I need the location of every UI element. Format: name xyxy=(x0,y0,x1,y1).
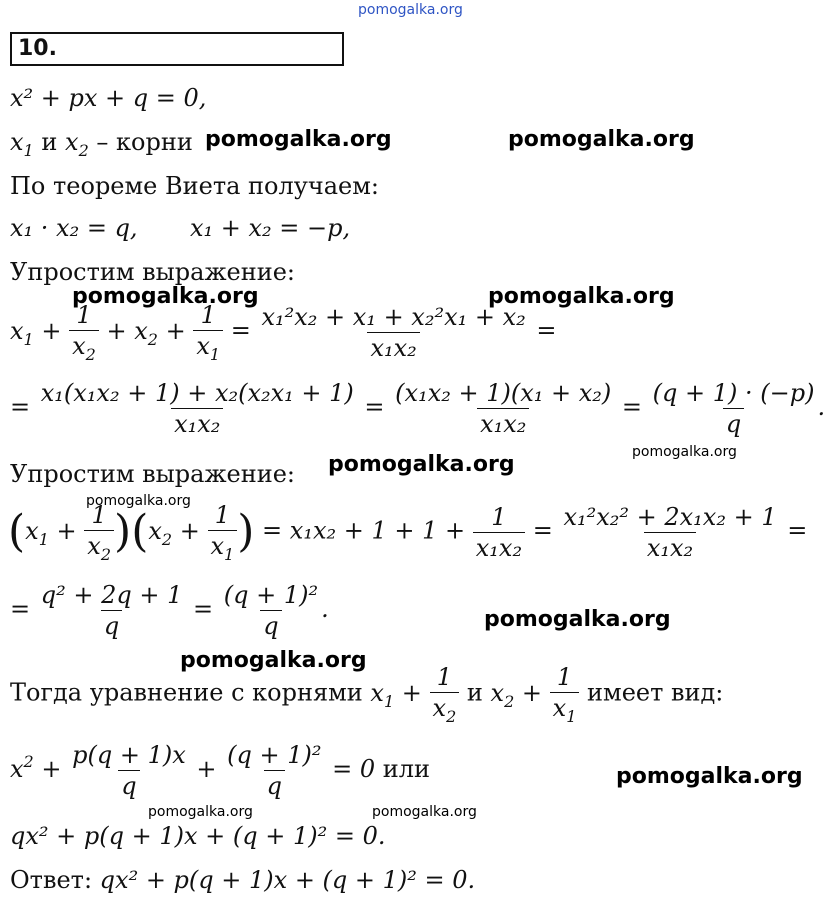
then-equation-text: Тогда уравнение с корнями $x_1$ + $\frac{1}{x_2}$ и $x_2$ + $\frac{1}{x_1}$ имеет вид: xyxy=(10,663,724,726)
roots-line: $x_1$ и $x_2$ – корни xyxy=(10,128,193,160)
equation-line: x² + px + q = 0, xyxy=(10,84,207,112)
vieta-sum: x₁ + x₂ = −p, xyxy=(190,214,351,242)
watermark: pomogalka.org xyxy=(148,804,253,820)
watermark: pomogalka.org xyxy=(328,452,515,477)
final-equation: $x^2$ + $\frac{p(q + 1)x}{q}$ + $\frac{\text{(q + 1)²}}{q}$ = 0 или xyxy=(10,741,431,800)
final-equation-2: qx² + p(q + 1)x + (q + 1)² = 0. xyxy=(10,822,386,850)
answer-line xyxy=(10,866,475,894)
simplify-text: Упростим выражение: xyxy=(10,258,296,286)
watermark: pomogalka.org xyxy=(616,764,803,789)
watermark: pomogalka.org xyxy=(488,284,675,309)
roots-word: – корни xyxy=(96,128,193,156)
expression-3: ($x_1$ + $\frac{1}{x_2}$ )($x_2$ + $\frac{1}{x_1}$ ) = x₁x₂ + 1 + 1 + $\frac{1}{\text{x₁x₂}}$ = $\frac{\text{x₁²x₂² + 2x₁x₂ + 1}}{\text{x₁x₂}}$ = xyxy=(8,501,808,564)
simplify-text-2: Упростим выражение: xyxy=(10,460,296,488)
expression-1: $x_1$ + $\frac{1}{x_2}$ + $x_2$ + $\frac{1}{x_1}$ = $\frac{\text{x₁²x₂ + x₁ + x₂²x₁ + x₂}}{\text{x₁x₂}}$ = xyxy=(10,301,557,364)
watermark: pomogalka.org xyxy=(180,648,367,673)
watermark: pomogalka.org xyxy=(484,607,671,632)
vieta-product: x₁ · x₂ = q, xyxy=(10,214,138,242)
vieta-text: По теореме Виета получаем: xyxy=(10,172,379,200)
expression-4: = $\frac{\text{q² + 2q + 1}}{q}$ = $\frac{\text{(q + 1)²}}{q}$ . xyxy=(10,581,329,640)
answer-label: Ответ: xyxy=(10,866,93,894)
answer-value: qx² + p(q + 1)x + (q + 1)² = 0. xyxy=(99,866,476,894)
watermark: pomogalka.org xyxy=(205,127,392,152)
and-word: и xyxy=(41,128,58,156)
watermark: pomogalka.org xyxy=(72,284,259,309)
task-number: 10. xyxy=(18,36,57,61)
watermark: pomogalka.org xyxy=(86,493,191,509)
top-watermark: pomogalka.org xyxy=(358,2,463,18)
watermark: pomogalka.org xyxy=(632,444,737,460)
task-number-box xyxy=(10,32,344,66)
expression-2: = $\frac{\text{x₁(x₁x₂ + 1) + x₂(x₂x₁ + 1)}}{\text{x₁x₂}}$ = $\frac{\text{(x₁x₂ + 1)(x₁ + x₂)}}{\text{x₁x₂}}$ = $\frac{(q + 1) \cdot (-p)}{q}$ . xyxy=(10,379,826,438)
watermark: pomogalka.org xyxy=(508,127,695,152)
watermark: pomogalka.org xyxy=(372,804,477,820)
